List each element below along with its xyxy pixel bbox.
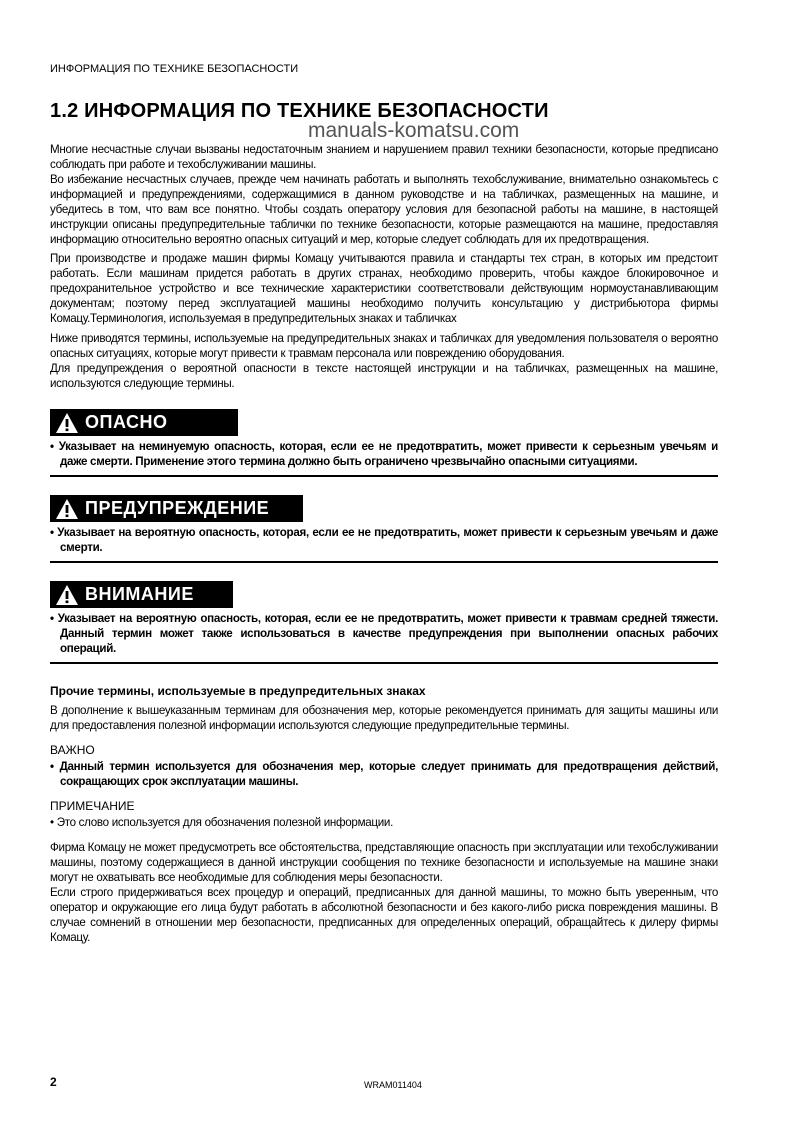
danger-sign (50, 409, 238, 436)
danger-description (50, 439, 718, 469)
document-code: WRAM011404 (364, 1080, 422, 1090)
sign-label: ПРЕДУПРЕЖДЕНИЕ (85, 498, 270, 518)
paragraph: Фирма Комацу не может предусмотреть все обстоятельства, представляющие опасность при эксплуатации или техобслуживании машины, поэтому содержащиеся в данной инструкции сообщения по технике безопасности и используемые на машине знаки могут не охватывать все необходимые для соблюдения меры безопасности. (50, 841, 718, 884)
important-description (50, 759, 718, 789)
sign-text: Указывает на вероятную опасность, которая, если ее не предотвратить, может привести к травмам средней тяжести. Данный термин может также использоваться в качестве предупреждения при выполнении опасных рабочих операций. (57, 612, 718, 655)
paragraph: Во избежание несчастных случаев, прежде чем начинать работать и выполнять техобслуживание, внимательно ознакомьтесь с информацией и предупреждениями, содержащимися в данном руководстве и на табличках, размещенных на машине, и убедитесь в том, что вам все понятно. Чтобы создать оператору условия для безопасной работы на машине, в настоящей инструкции описаны предупредительные таблички по технике безопасности, которые размещаются на машине, предоставляя информацию относительно вероятно опасных ситуаций и мер, которые следует соблюдать для их предотвращения. (50, 173, 718, 246)
paragraph: Ниже приводятся термины, используемые на предупредительных знаках и табличках для уведомления пользователя о вероятно опасных ситуациях, которые могут привести к травмам персонала или повреждению оборудования. (50, 332, 718, 360)
closing-text (50, 840, 718, 945)
caution-sign (50, 581, 233, 608)
running-header: ИНФОРМАЦИЯ ПО ТЕХНИКЕ БЕЗОПАСНОСТИ (50, 63, 299, 75)
bullet: • (50, 526, 54, 539)
sign-text: Указывает на вероятную опасность, которая, если ее не предотвратить, может привести к серьезным увечьям и даже смерти. (57, 526, 718, 554)
warning-sign (50, 495, 303, 522)
warning-description (50, 525, 718, 555)
warning-triangle-icon (55, 412, 79, 434)
divider (50, 475, 718, 477)
warning-triangle-icon (55, 498, 79, 520)
section-title: 1.2 ИНФОРМАЦИЯ ПО ТЕХНИКЕ БЕЗОПАСНОСТИ (50, 100, 549, 122)
note-description (50, 815, 718, 830)
bullet: • (50, 760, 54, 773)
bullet: • (50, 440, 54, 453)
paragraph: Если строго придерживаться всех процедур и операций, предписанных для данной машины, то можно быть уверенным, что оператор и окружающие его лица будут работать в абсолютной безопасности и без какого-либо риска повреждения машины. В случае сомнений в отношении мер безопасности, предписанных для определенных операций, обращайтесь к дилеру фирмы Комацу. (50, 886, 718, 944)
sign-label: ОПАСНО (85, 412, 168, 432)
watermark: manuals-komatsu.com (308, 119, 520, 142)
intro-text (50, 142, 718, 391)
paragraph: Для предупреждения о вероятной опасности в тексте настоящей инструкции и на табличках, размещенных на машине, используются следующие термины. (50, 362, 718, 390)
caution-description (50, 611, 718, 656)
important-label: ВАЖНО (50, 743, 95, 757)
bullet: • (50, 612, 54, 625)
page-number: 2 (50, 1075, 57, 1089)
other-terms-heading: Прочие термины, используемые в предупредительных знаках (50, 684, 426, 698)
sign-text: Указывает на неминуемую опасность, которая, если ее не предотвратить, может привести к серьезным увечьям и даже смерти. Применение этого термина должно быть ограничено чрезвычайно опасными ситуациями. (58, 440, 718, 468)
sign-label: ВНИМАНИЕ (85, 584, 194, 604)
paragraph: В дополнение к вышеуказанным терминам для обозначения мер, которые рекомендуется принимать для защиты машины или для предоставления полезной информации используются следующие предупредительные термины. (50, 704, 718, 732)
note-label: ПРИМЕЧАНИЕ (50, 799, 135, 813)
paragraph: При производстве и продаже машин фирмы Комацу учитываются правила и стандарты тех стран, в которых им предстоит работать. Если машинам придется работать в других странах, необходимо проверить, чтобы каждое блокировочное и предохранительное устройство и все технические характеристики соответствовали действующим нормоустанавливающим документам; поэтому перед эксплуатацией машины необходимо получить консультацию у дистрибьютора фирмы Комацу.Терминология, используемая в предупредительных знаках и табличках (50, 252, 718, 325)
note-text: Это слово используется для обозначения полезной информации. (56, 816, 393, 829)
divider (50, 561, 718, 563)
bullet: • (50, 816, 54, 829)
paragraph: Многие несчастные случаи вызваны недостаточным знанием и нарушением правил техники безопасности, которые предписано соблюдать при работе и техобслуживании машины. (50, 143, 718, 171)
warning-triangle-icon (55, 584, 79, 606)
other-terms-text (50, 703, 718, 733)
important-text: Данный термин используется для обозначения мер, которые следует принимать для предотвращения действий, сокращающих срок эксплуатации машины. (59, 760, 718, 788)
divider (50, 662, 718, 664)
